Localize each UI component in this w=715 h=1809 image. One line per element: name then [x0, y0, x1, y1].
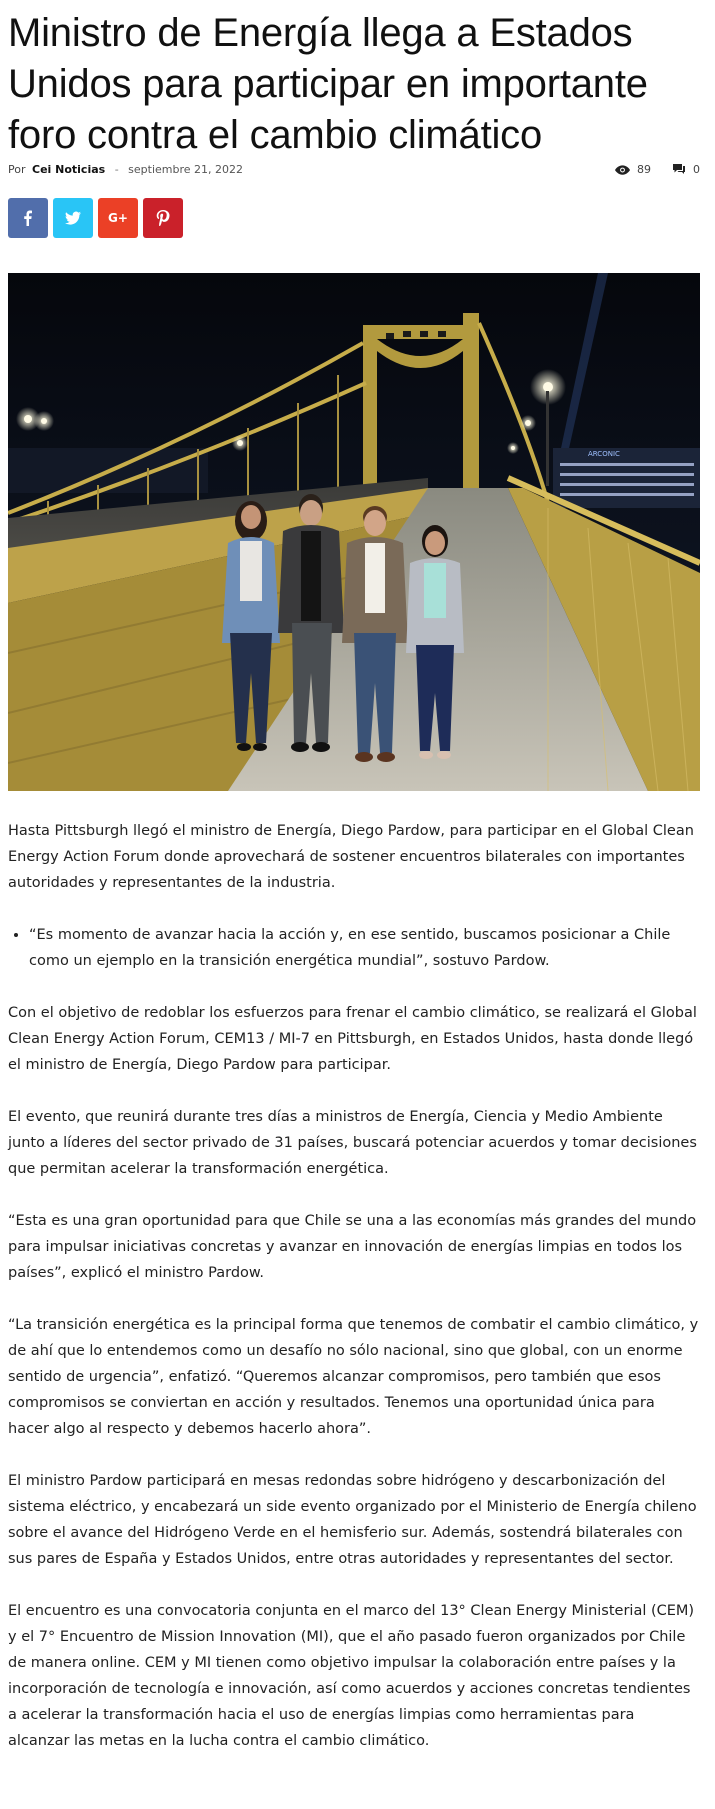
pinterest-share-button[interactable]	[143, 198, 183, 238]
paragraph: El encuentro es una convocatoria conjunta en el marco del 13° Clean Energy Ministerial (CEM) y el 7° Encuentro de Mission Innovation (MI), que el año pasado fueron organizados por Chile de manera online. CEM y MI tienen como objetivo impulsar la colaboración entre países y la incorporación de tecnología e innovación, así como acuerdos y acciones concretas tendientes a acelerar la transformación hacia el uso de energías limpias como herramientas para alcanzar las metas en la lucha contra el cambio climático.	[8, 1603, 695, 1749]
article-stats	[615, 163, 700, 176]
paragraph: “Esta es una gran oportunidad para que Chile se una a las economías más grandes del mundo para impulsar iniciativas concretas y avanzar en innovación de energías limpias en todos los países”, explicó el ministro Pardow.	[8, 1213, 697, 1281]
article-date: septiembre 21, 2022	[128, 163, 244, 176]
paragraph: Con el objetivo de redoblar los esfuerzos para frenar el cambio climático, se realizará el Global Clean Energy Action Forum, CEM13 / MI-7 en Pittsburgh, en Estados Unidos, hasta donde llegó el ministro de Energía, Diego Pardow para participar.	[8, 1005, 697, 1073]
bridge-photo-illustration	[8, 273, 700, 791]
quote-list	[8, 922, 700, 974]
google-plus-icon: G+	[108, 211, 128, 225]
paragraph: El ministro Pardow participará en mesas redondas sobre hidrógeno y descarbonización del sistema eléctrico, y encabezará un side evento organizado por el Ministerio de Energía chileno sobre el avance del Hidrógeno Verde en el hemisferio sur. Además, sostendrá bilaterales con sus pares de España y Estados Unidos, entre otras autoridades y representantes del sector.	[8, 1473, 697, 1567]
article-body	[8, 818, 700, 1780]
views-count: 89	[637, 163, 651, 176]
building-sign: ARCONIC	[588, 450, 620, 458]
share-buttons	[8, 198, 183, 238]
comments-count[interactable]: 0	[693, 163, 700, 176]
comment-icon[interactable]	[673, 164, 685, 175]
article-meta	[8, 163, 700, 181]
list-item: • “Es momento de avanzar hacia la acción y, en ese sentido, buscamos posicionar a Chile como un ejemplo en la transición energética mundial”, sostuvo Pardow.	[29, 922, 700, 974]
author-link[interactable]: Cei Noticias	[32, 163, 106, 176]
twitter-share-button[interactable]	[53, 198, 93, 238]
meta-separator: -	[114, 163, 119, 176]
by-label: Por	[8, 163, 26, 176]
twitter-icon	[65, 210, 81, 226]
article-photo	[8, 273, 700, 791]
paragraph: Hasta Pittsburgh llegó el ministro de Energía, Diego Pardow, para participar en el Global Clean Energy Action Forum donde aprovechará de sostener encuentros bilaterales con importantes autoridades y representantes de la industria.	[8, 823, 694, 891]
paragraph: “La transición energética es la principal forma que tenemos de combatir el cambio climático, y de ahí que lo entendemos como un desafío no sólo nacional, sino que global, con un enorme sentido de urgencia”, enfatizó. “Queremos alcanzar compromisos, pero también que esos compromisos se conviertan en acción y resultados. Tenemos una oportunidad única para hacer algo al respecto y debemos hacerlo ahora”.	[8, 1317, 699, 1437]
paragraph: El evento, que reunirá durante tres días a ministros de Energía, Ciencia y Medio Ambiente junto a líderes del sector privado de 31 países, buscará potenciar acuerdos y tomar decisiones que permitan acelerar la transformación energética.	[8, 1109, 697, 1177]
google-plus-share-button[interactable]	[98, 198, 138, 238]
article-title: Ministro de Energía llega a Estados Unidos para participar en importante foro contra el cambio climático	[8, 11, 648, 157]
eye-icon	[615, 165, 630, 175]
facebook-share-button[interactable]	[8, 198, 48, 238]
facebook-icon	[20, 210, 36, 226]
pinterest-icon	[155, 210, 171, 226]
